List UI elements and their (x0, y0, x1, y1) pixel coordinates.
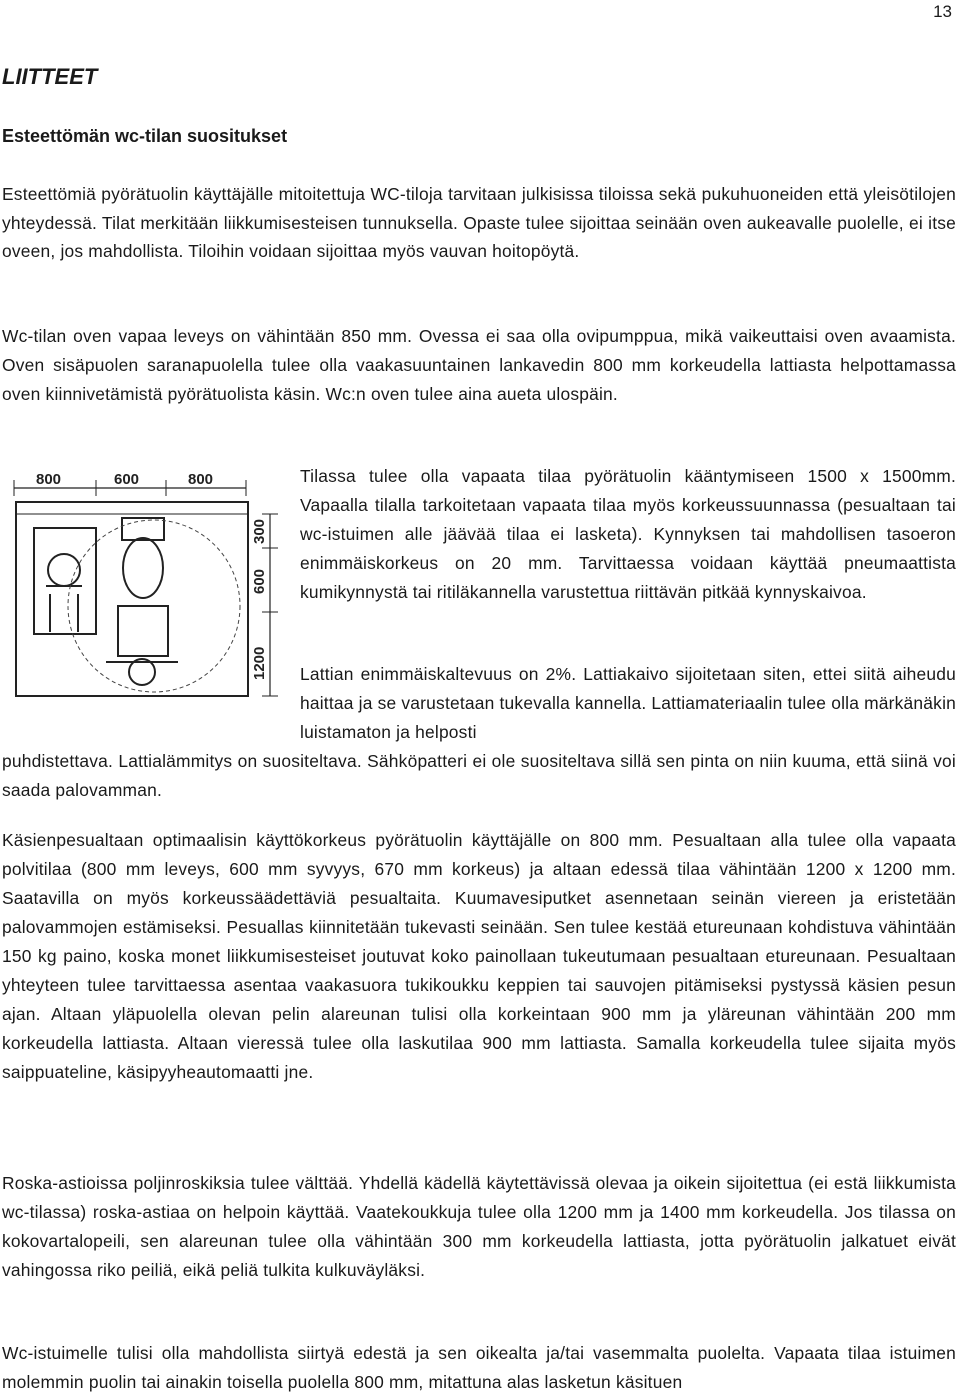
dim-top-3: 800 (188, 471, 214, 488)
paragraph-floor-start: Lattian enimmäiskaltevuus on 2%. Lattiakaivo sijoitetaan siten, ettei siitä aiheudu haittaa ja se varustetaan tukevalla kannella. Lattiamateriaalin tulee olla märkänäkin luistamaton ja helposti (300, 664, 957, 742)
dim-side-3: 1200 (251, 646, 268, 680)
dim-side-1: 300 (251, 518, 268, 544)
paragraph-floor (2, 660, 956, 805)
page-number: 13 (933, 2, 952, 21)
paragraph-accessible-wc: Esteettömiä pyörätuolin käyttäjälle mitoitettuja WC-tiloja tarvitaan julkisissa tiloissa sekä pukuhuoneiden että yleisötilojen yhteydessä. Tilat merkitään liikkumisesteisen tunnuksella. Opaste tulee sijoittaa seinään oven aukeavalle puolelle, ei itse oveen, jos mahdollista. Tiloihin voidaan sijoittaa myös vauvan hoitopöytä. (2, 184, 956, 261)
paragraph-turning-space: Tilassa tulee olla vapaata tilaa pyörätuolin kääntymiseen 1500 x 1500mm. Vapaalla tilalla tarkoitetaan vapaata tilaa myös korkeussuunnassa (pesualtaan tai wc-istuimen alle jäävää tilaa ei lasketa). Kynnyksen tai mahdollisen tasoeron enimmäiskorkeus on 20 mm. Tarvittaessa voidaan käyttää pneumaattista kumikynnystä tai ritiläkannella varustettua riittävän pitkää kynnyskaivoa. (300, 466, 956, 602)
dim-top-1: 800 (36, 471, 62, 488)
dim-top-2: 600 (114, 471, 140, 488)
paragraph-floor-end: puhdistettava. Lattialämmitys on suositeltava. Sähköpatteri ei ole suositeltava sillä sen pinta on niin kuuma, että siinä voi saada palovamman. (2, 751, 956, 800)
paragraph-door: Wc-tilan oven vapaa leveys on vähintään 850 mm. Ovessa ei saa olla ovipumppua, mikä vaikeuttaisi oven avaamista. Oven sisäpuolen saranapuolella tulee olla vaakasuuntainen lankavedin 800 mm korkeudella lattiasta helpottamassa oven kiinnivetämistä pyörätuolista käsin. Wc:n oven tulee aina aueta ulospäin. (2, 326, 956, 404)
paragraph-washbasin: Käsienpesualtaan optimaalisin käyttökorkeus pyörätuolin käyttäjälle on 800 mm. Pesualtaan alla tulee olla vapaata polvitilaa (800 mm leveys, 600 mm syvyys, 670 mm korkeus) ja altaan edessä tilaa vähintään 1200 x 1200 mm. Saatavilla on myös korkeussäädettäviä pesualtaita. Kuumavesiputket asennetaan seinän viereen ja eristetään palovammojen estämiseksi. Pesuallas kiinnitetään tukevasti seinään. Sen tulee kestää etureunaan kohdistuva vähintään 150 kg paino, koska monet liikkumisesteiset joutuvat koko painollaan tukeutumaan pesualtaan etureunaan. Pesualtaan yhteyteen tulee tarvittaessa asentaa vaakasuora tukikoukku keppien tai sauvojen pitämiseksi pystyssä käsien pesun ajan. Altaan yläpuolella olevan pelin alareunan tulisi olla korkeintaan 900 mm ja yläreunan vähintään 200 mm korkeudella lattiasta. Altaan vieressä tulee olla laskutilaa 900 mm lattiasta. Samalla korkeudella tulee sijaita myös saippuateline, käsipyyheautomaatti jne. (2, 830, 956, 1082)
subheading: Esteettömän wc-tilan suositukset (2, 126, 288, 146)
paragraph-toilet-seat: Wc-istuimelle tulisi olla mahdollista siirtyä edestä ja sen oikealta ja/tai vasemmalta puolelta. Vapaata tilaa istuimen molemmin puolin tai ainakin toisella puolella 800 mm, mitattuna alas lasketun käsituen (2, 1343, 956, 1392)
section-title: LIITTEET (2, 64, 98, 89)
paragraph-waste-bins: Roska-astioissa poljinroskiksia tulee välttää. Yhdellä kädellä käytettävissä olevaa ja oikein sijoitettua (ei estä liikkumista wc-tilassa) roska-astiaa on helpoin käyttää. Vaatekoukkuja tulee olla 1200 mm ja 1400 mm korkeudella. Jos tilassa on kokovartalopeili, sen alareunan tulee olla vähintään 300 mm korkeudella lattiasta, jotta pyörätuolin jalkatuet eivät vahingossa riko peiliä, eikä peliä tulkita kulkuväyläksi. (2, 1173, 956, 1280)
dim-side-2: 600 (251, 568, 268, 594)
